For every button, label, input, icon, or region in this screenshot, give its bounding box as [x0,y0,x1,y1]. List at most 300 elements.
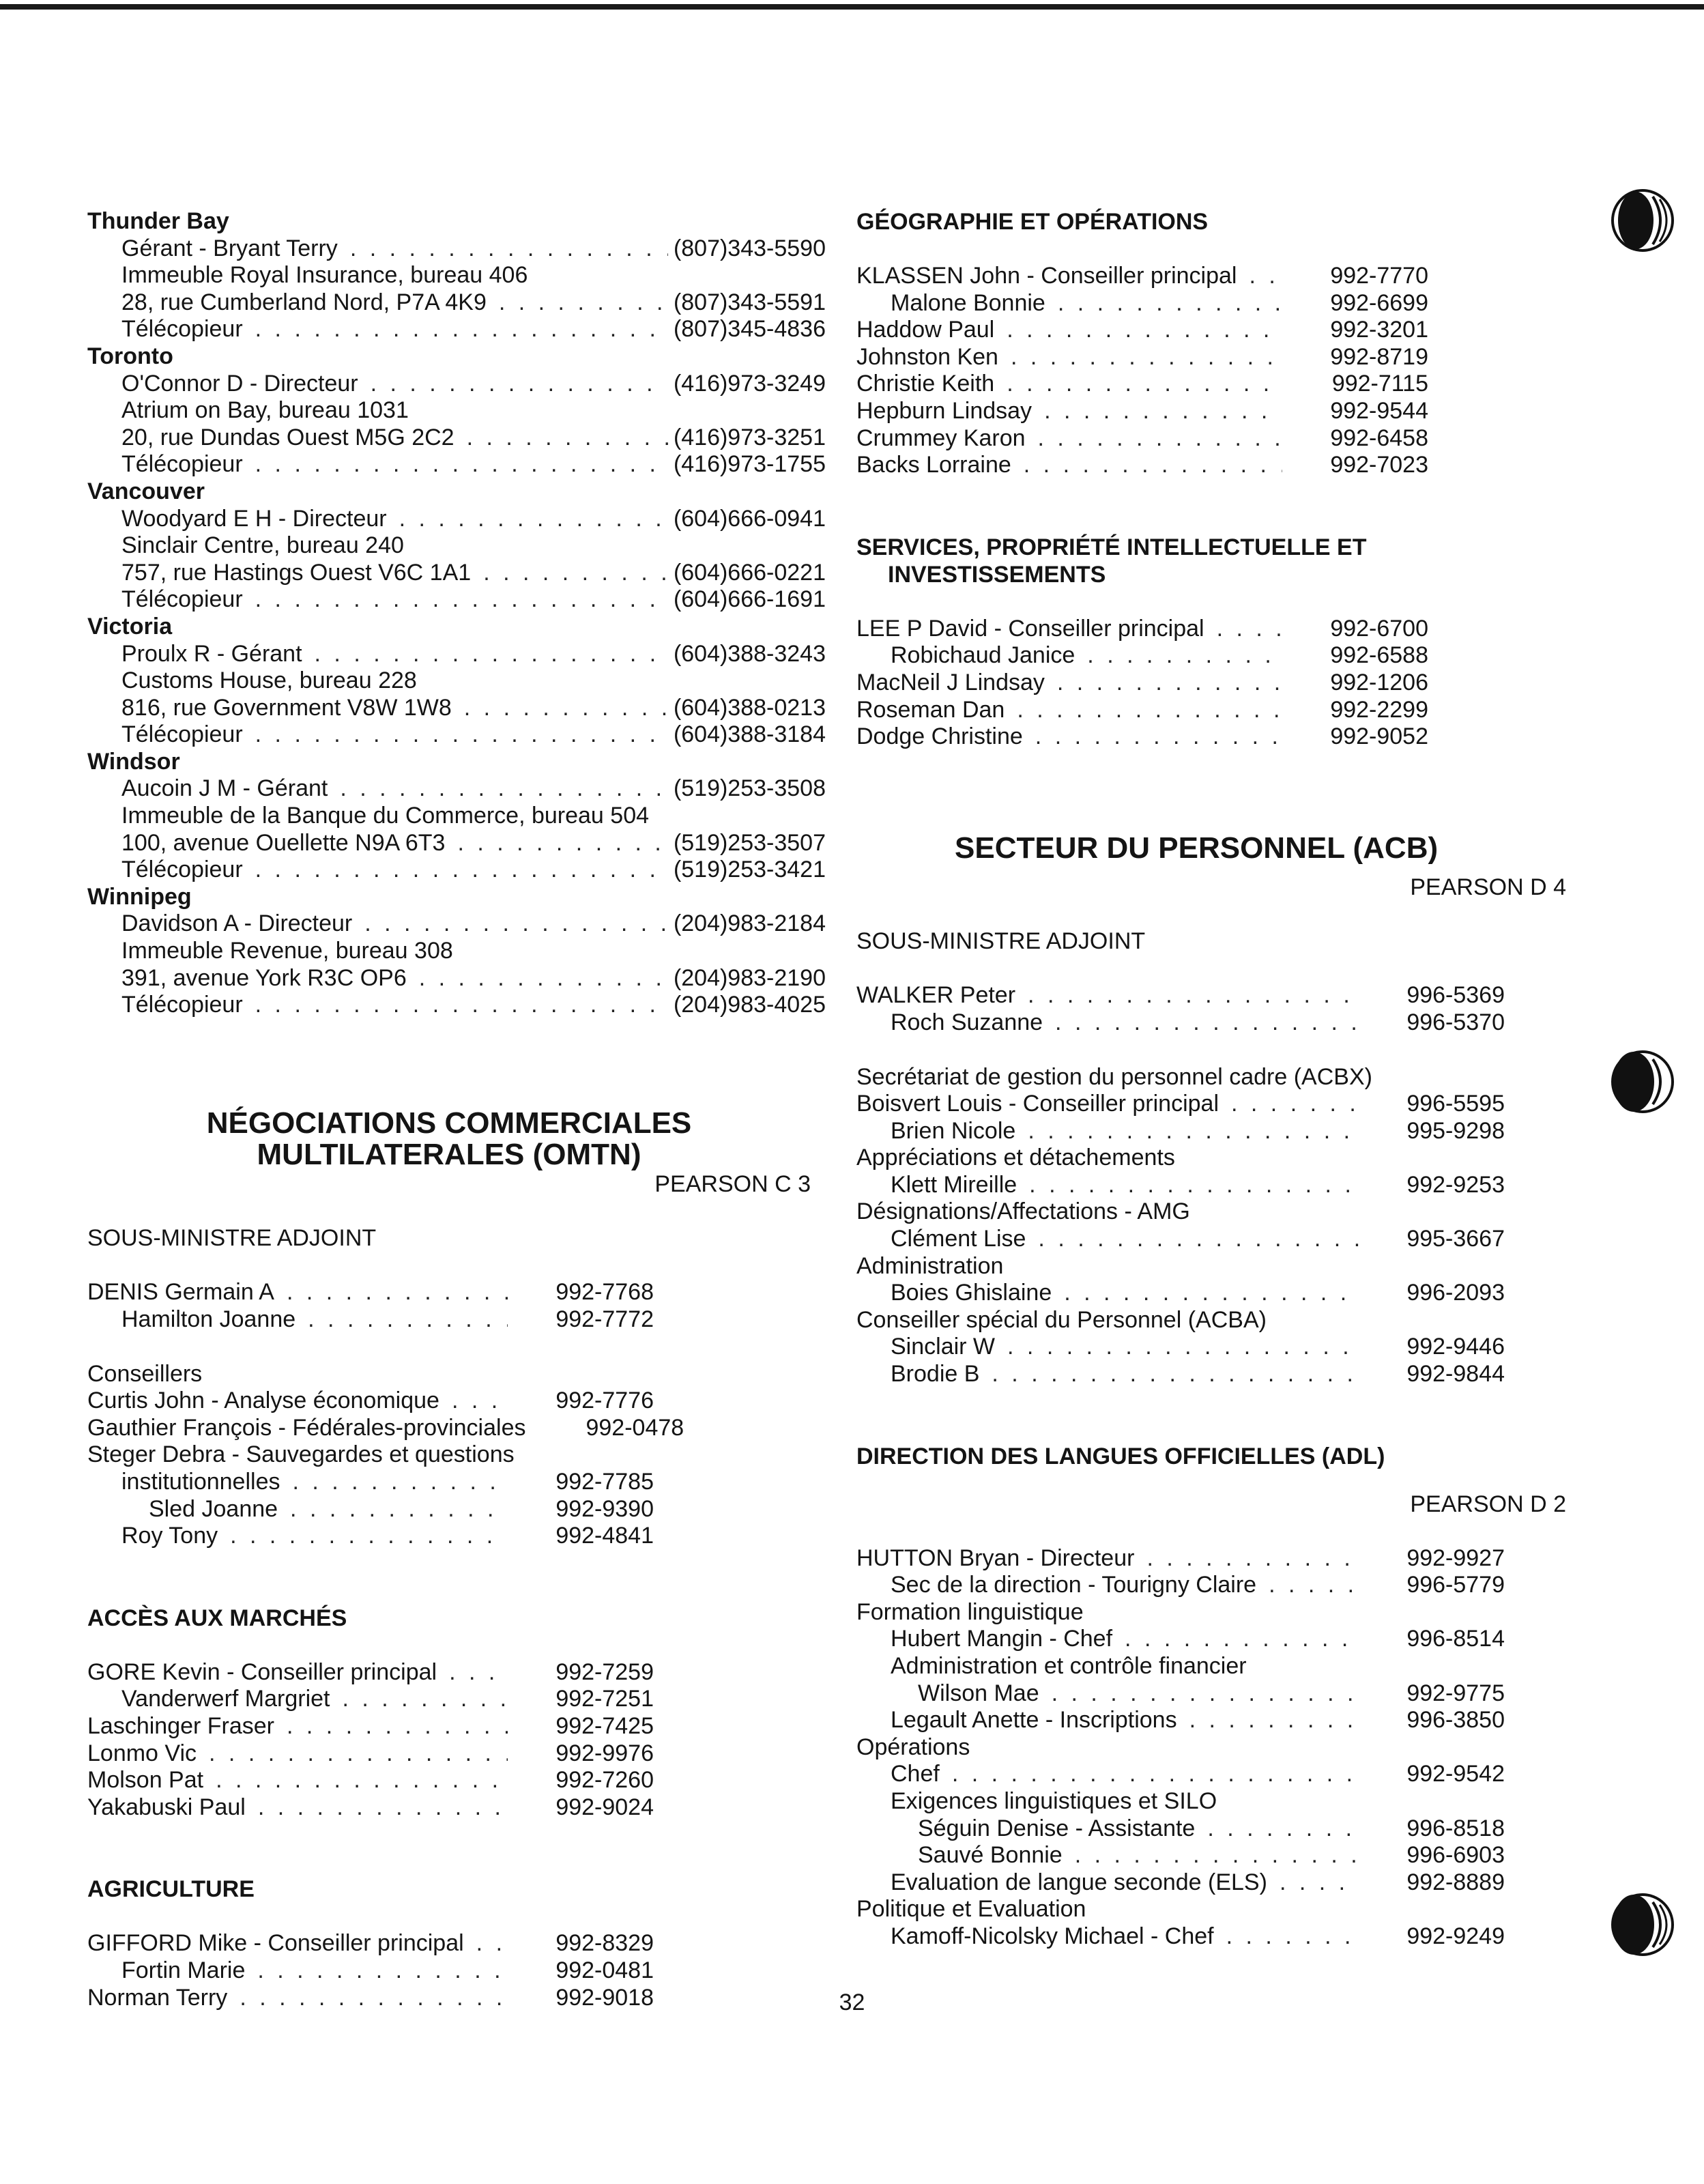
office-city: Victoria [87,613,173,640]
entry-name: Télécopieur [121,451,243,478]
directory-entry [87,721,826,749]
entry-name: DENIS Germain A [87,1279,274,1306]
entry-name: Roseman Dan [856,696,1005,723]
entry-phone: 992-8889 [1406,1869,1505,1895]
entry-name: Robichaud Janice [891,642,1075,669]
directory-entry [87,289,826,317]
directory-entry [856,425,1428,452]
entry-phone: (519)253-3508 [673,775,826,802]
entry-phone: 992-2299 [1330,696,1428,723]
binder-hole-middle-icon [1605,1044,1680,1119]
directory-entry [856,290,1428,317]
leader-dots [216,1767,508,1794]
directory-entry [856,1009,1505,1037]
leader-dots [467,425,668,452]
entry-name: 28, rue Cumberland Nord, P7A 4K9 [121,289,487,315]
entry-name: Télécopieur [121,857,243,883]
leader-dots [1249,263,1282,290]
directory-entry [87,316,826,343]
entry-name: WALKER Peter [856,982,1016,1009]
leader-dots [209,1740,508,1768]
leader-dots [1055,1009,1359,1037]
entry-phone: 992-6588 [1330,642,1428,669]
agriculture-heading: AGRICULTURE [87,1876,255,1903]
leader-dots [287,1713,508,1740]
entry-name: Boisvert Louis - Conseiller principal [856,1091,1219,1117]
entry-phone: 995-3667 [1406,1226,1505,1252]
leader-dots [255,721,668,749]
entry-name: Vanderwerf Margriet [121,1686,330,1712]
directory-text-line: Exigences linguistiques et SILO [891,1787,1217,1814]
entry-phone: 992-6699 [1330,289,1428,316]
entry-phone: 992-6458 [1330,425,1428,451]
acb-group2 [856,1064,1505,1388]
directory-entry [87,1794,654,1822]
entry-name: MacNeil J Lindsay [856,669,1045,695]
entry-name: Hubert Mangin - Chef [891,1626,1113,1652]
directory-entry [87,1767,654,1794]
entry-name: Christie Keith [856,371,995,397]
entry-phone: 995-9298 [1406,1117,1505,1144]
entry-phone: 992-7260 [555,1767,654,1794]
directory-entry [856,452,1428,479]
leader-dots [1011,344,1282,371]
leader-dots [1087,642,1282,670]
directory-text-line: Désignations/Affectations - AMG [856,1198,1190,1225]
entry-phone: 992-7776 [555,1388,654,1414]
directory-entry [87,1686,654,1713]
directory-entry [87,857,826,884]
directory-entry [856,1815,1505,1843]
office-city: Windsor [87,748,180,775]
leader-dots [1035,723,1283,751]
leader-dots [1052,1680,1359,1708]
directory-entry [856,1172,1505,1199]
directory-entry [87,1388,654,1415]
entry-name: Télécopieur [121,316,243,343]
directory-entry [87,992,826,1019]
entry-phone: 992-9024 [555,1794,654,1820]
entry-name: GIFFORD Mike - Conseiller principal [87,1930,464,1957]
entry-phone: 992-0481 [555,1957,654,1983]
entry-name: Yakabuski Paul [87,1794,246,1820]
entry-phone: (204)983-2184 [673,910,826,937]
entry-phone: 996-8518 [1406,1815,1505,1841]
directory-text-line: Opérations [856,1734,970,1760]
entry-phone: 996-3850 [1406,1707,1505,1734]
leader-dots [340,775,668,803]
entry-name: O'Connor D - Directeur [121,370,358,397]
entry-name: HUTTON Bryan - Directeur [856,1544,1135,1571]
entry-phone: (604)388-3243 [673,640,826,667]
leader-dots [1007,1334,1359,1361]
directory-entry [856,642,1428,670]
entry-name: Gérant - Bryant Terry [121,235,338,261]
adl-list [856,1545,1505,1951]
directory-entry [87,1496,654,1523]
entry-phone: 992-0478 [586,1414,684,1441]
entry-name: Chef [891,1761,940,1787]
entry-phone: 992-9544 [1330,397,1428,424]
leader-dots [1007,371,1284,398]
omtn-group1 [87,1279,654,1333]
leader-dots [255,586,668,614]
entry-name: KLASSEN John - Conseiller principal [856,263,1237,289]
directory-entry [87,451,826,478]
directory-entry [856,317,1428,344]
leader-dots [1269,1572,1359,1599]
directory-entry [856,263,1428,290]
entry-name: Norman Terry [87,1984,228,2011]
acb-title: SECTEUR DU PERSONNEL (ACB) [955,831,1439,865]
entry-phone: (604)666-0941 [673,505,826,532]
leader-dots [476,1930,508,1957]
entry-name: Wilson Mae [918,1680,1039,1706]
entry-phone: 992-7770 [1330,263,1428,289]
directory-entry [87,1469,654,1496]
entry-phone: 992-9253 [1406,1171,1505,1198]
entry-phone: 992-9390 [555,1495,654,1522]
entry-phone: (807)343-5591 [673,289,826,315]
directory-entry [87,371,826,398]
entry-phone: 992-7768 [555,1279,654,1306]
entry-name: Curtis John - Analyse économique [87,1388,439,1414]
directory-entry [87,506,826,533]
entry-name: Laschinger Fraser [87,1712,275,1739]
directory-text-line: Conseiller spécial du Personnel (ACBA) [856,1306,1267,1333]
office-city: Toronto [87,343,173,369]
leader-dots [255,992,668,1019]
entry-phone: (604)388-3184 [673,721,826,748]
directory-entry [856,1707,1505,1734]
entry-phone: 992-9052 [1330,723,1428,750]
leader-dots [287,1279,508,1306]
leader-dots [1075,1842,1359,1869]
entry-name: Evaluation de langue seconde (ELS) [891,1869,1267,1895]
entry-phone: 992-9446 [1406,1334,1505,1360]
entry-name: Sled Joanne [149,1495,278,1522]
leader-dots [308,1306,508,1334]
top-rule [0,4,1704,10]
entry-name: Brien Nicole [891,1117,1016,1144]
directory-entry [87,1306,654,1334]
leader-dots [364,910,668,938]
leader-dots [230,1523,508,1550]
entry-phone: (807)345-4836 [673,316,826,343]
binder-hole-bottom-icon [1605,1887,1680,1962]
leader-dots [1057,670,1282,697]
leader-dots [1028,1118,1359,1145]
leader-dots [1217,616,1283,643]
entry-name: Roy Tony [121,1523,218,1549]
acb-sub-heading: SOUS-MINISTRE ADJOINT [856,928,1146,954]
directory-entry [856,1572,1505,1599]
leader-dots [1064,1280,1359,1307]
services-heading-line2: INVESTISSEMENTS [888,561,1106,588]
omtn-sub-heading: SOUS-MINISTRE ADJOINT [87,1224,377,1251]
entry-name: Séguin Denise - Assistante [918,1815,1196,1841]
omtn-title-line1: NÉGOCIATIONS COMMERCIALES [206,1106,692,1140]
entry-name: Fortin Marie [121,1957,246,1983]
directory-entry [856,1761,1505,1788]
entry-phone: 996-2093 [1406,1280,1505,1306]
entry-name: Boies Ghislaine [891,1280,1052,1306]
entry-phone: 992-3201 [1330,317,1428,343]
directory-entry [87,586,826,614]
entry-name: Kamoff-Nicolsky Michael - Chef [891,1923,1214,1949]
geo-list [856,263,1428,479]
omtn-group2 [87,1360,684,1550]
directory-text-line: Immeuble de la Banque du Commerce, bureau 504 [121,803,650,829]
leader-dots [1038,425,1283,452]
entry-phone: 992-7251 [555,1686,654,1712]
leader-dots [343,1686,508,1713]
directory-text-line: Conseillers [87,1360,203,1387]
leader-dots [257,1957,508,1985]
leader-dots [1280,1869,1359,1897]
entry-phone: (416)973-3251 [673,424,826,450]
entry-name: Brodie B [891,1361,980,1388]
leader-dots [255,316,668,343]
leader-dots [371,371,668,398]
entry-name: 100, avenue Ouellette N9A 6T3 [121,829,446,856]
directory-entry [87,1930,654,1957]
leader-dots [1125,1626,1359,1653]
directory-entry [87,695,826,722]
directory-entry [87,965,826,992]
leader-dots [449,1659,508,1686]
geo-heading: GÉOGRAPHIE ET OPÉRATIONS [856,209,1209,235]
leader-dots [255,451,668,478]
entry-phone: (807)343-5590 [673,235,826,261]
omtn-room: PEARSON C 3 [654,1170,811,1197]
entry-phone: 996-6903 [1406,1842,1505,1869]
entry-name: Crummey Karon [856,425,1026,451]
entry-name: institutionnelles [121,1468,280,1495]
directory-entry [856,1626,1505,1653]
leader-dots [258,1794,508,1822]
directory-entry [856,1280,1505,1307]
entry-phone: (604)666-1691 [673,586,826,613]
entry-phone: 992-9018 [555,1984,654,2011]
entry-name: Sec de la direction - Tourigny Claire [891,1572,1257,1598]
leader-dots [457,830,667,857]
directory-entry [856,670,1428,697]
entry-name: 20, rue Dundas Ouest M5G 2C2 [121,424,454,450]
entry-phone: 996-5369 [1406,982,1505,1009]
entry-phone: 996-5595 [1406,1091,1505,1117]
entry-name: Dodge Christine [856,723,1023,750]
leader-dots [1146,1545,1359,1572]
directory-entry [856,398,1428,425]
right-column [856,208,1566,1951]
leader-dots [292,1469,508,1496]
directory-text-line: Steger Debra - Sauvegardes et questions [87,1441,515,1468]
leader-dots [1024,452,1283,479]
entry-phone: 992-9976 [555,1740,654,1766]
acb-room: PEARSON D 4 [1410,874,1566,900]
entry-phone: (519)253-3421 [673,857,826,883]
entry-phone: 992-7115 [1331,371,1428,397]
entry-phone: (204)983-4025 [673,992,826,1018]
directory-entry [87,1523,654,1550]
directory-entry [856,1226,1505,1253]
regional-offices [87,208,826,1019]
directory-entry [856,1334,1505,1361]
entry-name: Molson Pat [87,1767,204,1794]
leader-dots [452,1388,508,1415]
entry-phone: 992-9927 [1406,1544,1505,1571]
leader-dots [1226,1923,1359,1951]
directory-entry [87,1957,654,1985]
page-number: 32 [839,1989,865,2015]
leader-dots [1207,1815,1359,1843]
entry-name: 757, rue Hastings Ouest V6C 1A1 [121,559,472,586]
directory-text-line: Politique et Evaluation [856,1896,1086,1923]
leader-dots [1038,1226,1359,1253]
entry-name: Lonmo Vic [87,1740,197,1766]
directory-entry [87,641,826,668]
services-list [856,616,1428,751]
directory-entry [856,1361,1505,1388]
entry-phone: 992-1206 [1330,669,1428,695]
directory-entry [856,1091,1505,1118]
office-city: Winnipeg [87,883,192,910]
leader-dots [290,1496,508,1523]
leader-dots [1028,982,1359,1009]
entry-name: Sauvé Bonnie [918,1842,1063,1869]
directory-entry [87,1740,654,1768]
entry-phone: 992-7259 [555,1658,654,1685]
leader-dots [1189,1707,1359,1734]
entry-name: Télécopieur [121,992,243,1018]
acces-heading: ACCÈS AUX MARCHÉS [87,1605,347,1631]
entry-phone: (519)253-3507 [673,829,826,856]
entry-phone: 992-9775 [1406,1680,1505,1706]
entry-name: Télécopieur [121,721,243,748]
directory-entry [856,1545,1505,1572]
directory-text-line: Customs House, bureau 228 [121,667,417,694]
directory-entry [87,1713,654,1740]
directory-entry [87,830,826,857]
entry-name: Gauthier François - Fédérales-provinciales [87,1414,526,1441]
entry-name: Malone Bonnie [891,289,1045,316]
entry-phone: (204)983-2190 [673,964,826,991]
directory-entry [856,1923,1505,1951]
entry-phone: 992-9249 [1406,1923,1505,1949]
entry-phone: 992-8719 [1330,343,1428,370]
entry-phone: 996-5779 [1406,1572,1505,1598]
directory-text-line: Immeuble Royal Insurance, bureau 406 [121,262,528,289]
directory-entry [856,697,1428,724]
entry-phone: 992-6700 [1330,615,1428,642]
directory-entry [87,560,826,587]
adl-room: PEARSON D 2 [1410,1491,1566,1517]
directory-text-line: Sinclair Centre, bureau 240 [121,532,404,559]
entry-phone: 992-7425 [555,1712,654,1739]
entry-name: Davidson A - Directeur [121,910,353,937]
directory-entry [856,723,1428,751]
directory-text-line: Administration [856,1252,1004,1279]
directory-entry [856,371,1428,398]
directory-entry [856,1680,1505,1708]
entry-phone: 992-7023 [1330,452,1428,478]
leader-dots [992,1361,1359,1388]
entry-name: Johnston Ken [856,343,998,370]
directory-entry [87,910,826,938]
leader-dots [483,560,668,587]
entry-name: Proulx R - Gérant [121,640,302,667]
directory-entry [87,425,826,452]
entry-name: 816, rue Government V8W 1W8 [121,694,452,721]
directory-entry [87,235,826,263]
entry-name: Haddow Paul [856,317,995,343]
entry-phone: 992-4841 [555,1523,654,1549]
acces-list [87,1659,654,1822]
entry-phone: 992-7772 [555,1306,654,1332]
leader-dots [1007,317,1282,344]
leader-dots [350,235,668,263]
entry-phone: 992-7785 [555,1468,654,1495]
leader-dots [399,506,668,533]
directory-text-line: Secrétariat de gestion du personnel cadre (ACBX) [856,1063,1372,1090]
entry-name: Woodyard E H - Directeur [121,505,387,532]
directory-entry [856,344,1428,371]
directory-text-line: Formation linguistique [856,1598,1084,1625]
directory-entry [87,1279,654,1306]
directory-text-line: Atrium on Bay, bureau 1031 [121,397,409,424]
entry-phone: (416)973-1755 [673,451,826,478]
entry-phone: (604)388-0213 [673,694,826,721]
leader-dots [464,695,668,722]
entry-name: Backs Lorraine [856,452,1011,478]
left-column [87,208,826,2011]
directory-entry [856,1842,1505,1869]
directory-entry [856,982,1505,1009]
entry-phone: (416)973-3249 [673,370,826,397]
leader-dots [1017,697,1282,724]
leader-dots [1029,1172,1359,1199]
entry-name: LEE P David - Conseiller principal [856,615,1204,642]
entry-name: Sinclair W [891,1334,996,1360]
entry-name: Clément Lise [891,1226,1026,1252]
directory-text-line: Administration et contrôle financier [891,1653,1247,1679]
entry-name: Hamilton Joanne [121,1306,296,1332]
directory-entry [87,775,826,803]
leader-dots [1231,1091,1359,1118]
entry-phone: 992-9844 [1406,1361,1505,1388]
directory-entry [87,1659,654,1686]
entry-phone: 996-5370 [1406,1009,1505,1035]
entry-name: Klett Mireille [891,1171,1017,1198]
directory-text-line: Immeuble Revenue, bureau 308 [121,938,453,964]
entry-name: 391, avenue York R3C OP6 [121,964,407,991]
entry-phone: (604)666-0221 [673,559,826,586]
binder-hole-top-icon [1605,183,1680,258]
leader-dots [499,289,668,317]
entry-name: Aucoin J M - Gérant [121,775,328,802]
office-city: Thunder Bay [87,208,229,234]
leader-dots [1044,398,1282,425]
directory-text-line: Appréciations et détachements [856,1145,1175,1171]
directory-entry [856,616,1428,643]
adl-heading: DIRECTION DES LANGUES OFFICIELLES (ADL) [856,1443,1385,1469]
leader-dots [1058,290,1282,317]
leader-dots [952,1761,1359,1788]
services-heading-line1: SERVICES, PROPRIÉTÉ INTELLECTUELLE ET [856,534,1367,560]
entry-name: Télécopieur [121,586,243,613]
leader-dots [315,641,668,668]
